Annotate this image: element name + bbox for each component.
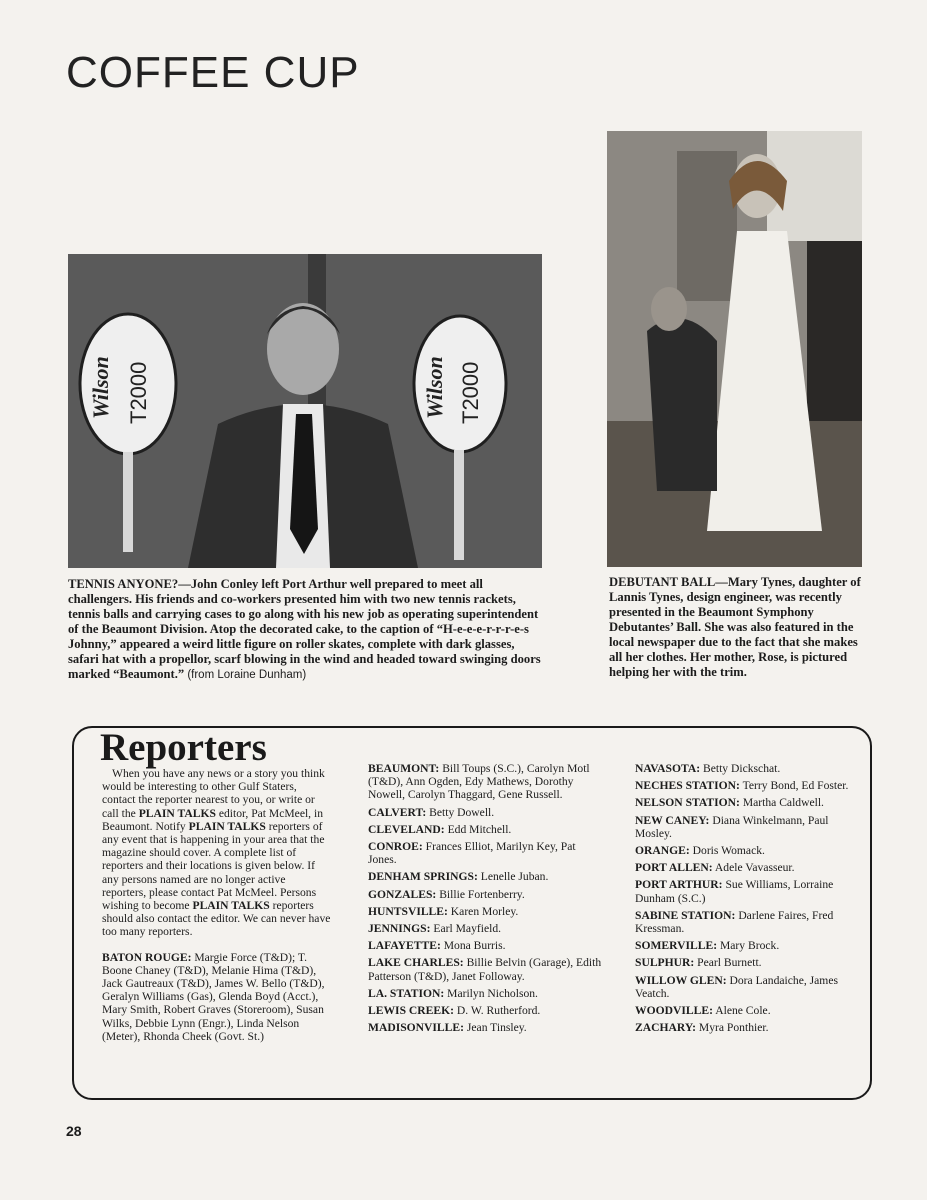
reporter-location: ZACHARY: <box>635 1021 697 1035</box>
reporter-location: ORANGE: <box>635 844 690 858</box>
reporter-names: Betty Dickschat. <box>702 762 781 775</box>
reporter-names: D. W. Rutherford. <box>456 1004 541 1018</box>
reporter-entry <box>368 888 603 901</box>
reporter-names: Lenelle Juban. <box>480 870 549 884</box>
reporter-location: LA. STATION: <box>368 986 445 1000</box>
reporter-location: LAKE CHARLES: <box>368 956 464 970</box>
reporter-location: CONROE: <box>368 840 423 854</box>
intro-part: reporters of any event that is happening in your area that the magazine should cover. A complete list of reporters and their locations is given below. If any persons named are no longer active reporters, please contact Pat McMeel. Persons wishing to become <box>102 819 325 913</box>
reporter-names: Margie Force (T&D); T. Boone Chaney (T&D), Melanie Hima (T&D), Jack Gautreaux (T&D), James W. Bello (T&D), Geralyn Williams (Gas), Glenda Boyd (Acct.), Mary Smith, Robert Graves (Storeroom), Susan Wilks, Debbie Lynn (Engr.), Linda Nelson (Meter), Rhonda Cheek (Govt. St.) <box>102 950 325 1043</box>
reporter-entry <box>368 806 603 819</box>
reporter-entry <box>635 1004 850 1017</box>
reporter-location: HUNTSVILLE: <box>368 904 448 918</box>
tennis-caption-credit: (from Loraine Dunham) <box>187 669 307 681</box>
reporter-entry <box>635 878 850 904</box>
reporter-names: Billie Belvin (Garage), Edith Patterson (T&D), Janet Followay. <box>368 956 602 983</box>
reporter-location: LAFAYETTE: <box>368 939 441 953</box>
reporter-entry <box>102 951 332 1043</box>
debutant-photo <box>607 131 862 567</box>
reporter-entry <box>368 762 603 802</box>
reporter-names: Pearl Burnett. <box>697 956 762 970</box>
reporter-location: SABINE STATION: <box>635 908 736 922</box>
left-racket-model: T2000 <box>126 361 151 424</box>
reporter-entry <box>635 956 850 969</box>
reporter-names: Mona Burris. <box>443 939 506 953</box>
reporter-location: PORT ARTHUR: <box>635 878 723 892</box>
reporter-entry <box>635 861 850 874</box>
reporter-names: Martha Caldwell. <box>742 796 824 810</box>
tennis-caption <box>68 577 542 683</box>
reporter-entry <box>368 956 603 982</box>
reporter-names: Billie Fortenberry. <box>439 887 525 901</box>
reporter-entry <box>635 814 850 840</box>
intro-part: editor, Pat McMeel, in Beaumont. Notify <box>102 806 323 833</box>
right-racket-model: T2000 <box>458 361 483 424</box>
tennis-photo <box>68 254 542 568</box>
reporter-entry <box>635 1021 850 1034</box>
reporter-entry <box>368 939 603 952</box>
reporter-entry <box>635 844 850 857</box>
intro-part: When you have any news or a story you think would be interesting to other Gulf Staters, contact the reporter nearest to you, or write or call the <box>102 767 325 820</box>
reporter-entry <box>635 796 850 809</box>
reporter-names: Mary Brock. <box>719 939 780 953</box>
intro-part: reporters should also contact the editor. We can never have too many reporters. <box>102 899 331 939</box>
reporters-intro <box>102 767 332 939</box>
reporter-entry <box>635 939 850 952</box>
reporter-entry <box>368 905 603 918</box>
reporter-location: NECHES STATION: <box>635 779 740 793</box>
reporter-location: NELSON STATION: <box>635 796 740 810</box>
reporter-names: Sue Williams, Lorraine Dunham (S.C.) <box>635 878 834 905</box>
reporter-location: SULPHUR: <box>635 956 695 970</box>
reporter-names: Frances Elliot, Marilyn Key, Pat Jones. <box>368 840 576 867</box>
reporter-names: Adele Vavasseur. <box>714 861 795 875</box>
reporter-names: Bill Toups (S.C.), Carolyn Motl (T&D), Ann Ogden, Edy Mathews, Dorothy Nowell, Carolyn Thaggard, Gene Russell. <box>368 762 590 802</box>
reporter-entry <box>368 1004 603 1017</box>
page-title: COFFEE CUP <box>66 48 360 97</box>
reporter-location: LEWIS CREEK: <box>368 1004 455 1018</box>
page-number: 28 <box>66 1123 82 1139</box>
left-racket-brand: Wilson <box>88 356 113 419</box>
reporter-names: Edd Mitchell. <box>447 822 512 836</box>
reporter-location: NAVASOTA: <box>635 762 701 775</box>
reporter-location: NEW CANEY: <box>635 813 710 827</box>
reporter-names: Marilyn Nicholson. <box>447 986 538 1000</box>
reporter-entry <box>635 909 850 935</box>
debutant-caption: DEBUTANT BALL—Mary Tynes, daughter of Lannis Tynes, design engineer, was recently presented in the Beaumont Symphony Debutantes’ Ball. She was also featured in the local newspaper due to the fact that she makes all her clothes. Her mother, Rose, is pictured helping her with the trim. <box>609 575 861 679</box>
reporter-location: JENNINGS: <box>368 922 431 936</box>
reporter-names: Karen Morley. <box>450 904 519 918</box>
debutant-photo-illustration <box>607 131 862 567</box>
reporter-location: WOODVILLE: <box>635 1004 713 1018</box>
tennis-caption-text: TENNIS ANYONE?—John Conley left Port Arthur well prepared to meet all challengers. His friends and co-workers presented him with two new tennis rackets, tennis balls and carrying cases to go along with his new job as operating superintendent of the Beaumont Division. Atop the decorated cake, to the caption of “H-e-e-e-r-r-r-e-s Johnny,” appeared a weird little figure on roller skates, complete with dark glasses, safari hat with a propellor, scarf blowing in the wind and headed toward swinging doors marked “Beaumont.” <box>68 577 541 681</box>
reporter-names: Betty Dowell. <box>429 805 495 819</box>
reporter-location: SOMERVILLE: <box>635 939 718 953</box>
reporter-entry <box>368 823 603 836</box>
reporter-entry <box>368 840 603 866</box>
reporter-location: CALVERT: <box>368 805 427 819</box>
reporter-entry <box>368 922 603 935</box>
reporter-location: WILLOW GLEN: <box>635 973 727 987</box>
reporter-names: Diana Winkelmann, Paul Mosley. <box>635 813 829 840</box>
right-racket-brand: Wilson <box>422 356 447 419</box>
reporter-entry <box>368 870 603 883</box>
reporter-location: DENHAM SPRINGS: <box>368 870 478 884</box>
reporter-location: PORT ALLEN: <box>635 861 713 875</box>
plain-talks-name: PLAIN TALKS <box>192 899 270 913</box>
reporter-names: Darlene Faires, Fred Kressman. <box>635 908 834 936</box>
reporters-column-1 <box>102 767 332 1048</box>
reporter-location: BATON ROUGE: <box>102 950 192 964</box>
reporter-entry <box>368 1021 603 1034</box>
reporters-title: Reporters <box>100 726 267 769</box>
plain-talks-name: PLAIN TALKS <box>188 819 266 833</box>
reporter-names: Doris Womack. <box>692 844 765 858</box>
reporter-names: Jean Tinsley. <box>466 1021 527 1035</box>
tennis-photo-illustration <box>68 254 542 568</box>
reporter-entry <box>635 762 850 775</box>
reporter-names: Terry Bond, Ed Foster. <box>742 779 849 793</box>
plain-talks-name: PLAIN TALKS <box>138 806 216 820</box>
reporter-entry <box>368 987 603 1000</box>
reporter-location: CLEVELAND: <box>368 822 445 836</box>
reporter-entry <box>635 779 850 792</box>
reporter-names: Alene Cole. <box>715 1004 771 1018</box>
reporter-names: Earl Mayfield. <box>433 922 502 936</box>
reporter-location: BEAUMONT: <box>368 762 440 775</box>
reporter-names: Dora Landaiche, James Veatch. <box>635 973 838 1000</box>
reporter-entry <box>635 974 850 1000</box>
reporter-location: GONZALES: <box>368 887 437 901</box>
reporter-names: Myra Ponthier. <box>698 1021 769 1035</box>
reporters-column-2 <box>368 762 603 1038</box>
reporters-column-3 <box>635 762 850 1038</box>
reporter-location: MADISONVILLE: <box>368 1021 464 1035</box>
